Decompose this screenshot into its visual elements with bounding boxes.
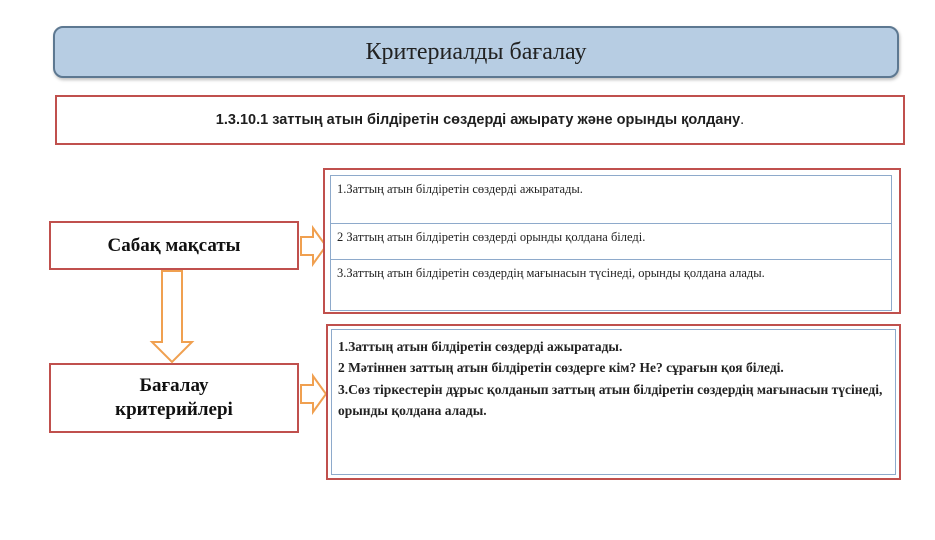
lesson-goals-table [330, 175, 892, 311]
learning-objective-box [55, 95, 905, 145]
assessment-criteria-panel [326, 324, 901, 480]
criteria-item: 3.Сөз тіркестерін дұрыс қолданып заттың атын білдіретін сөздердің мағынасын түсінеді, орынды қолдана алады. [338, 381, 883, 418]
learning-objective-text: 1.3.10.1 заттың атын білдіретін сөздерді ажырату және орынды қолдану [215, 112, 741, 128]
learning-objective-punct: . [740, 112, 745, 128]
assessment-criteria-label [49, 363, 299, 433]
lesson-goal-item: 3.Заттың атын білдіретін сөздердің мағынасын түсінеді, орынды қолдана алады. [337, 266, 765, 280]
lesson-goal-item: 1.Заттың атын білдіретін сөздерді ажыратады. [331, 176, 891, 224]
right-arrow-icon [300, 374, 328, 414]
lesson-goal-item: 2 Заттың атын білдіретін сөздерді орынды қолдана біледі. [331, 224, 891, 260]
assessment-criteria-label-line1: Бағалау [139, 375, 209, 397]
lesson-goals-panel [323, 168, 901, 314]
lesson-goal-label: Сабақ мақсаты [49, 221, 299, 270]
page-title: Критериалды бағалау [53, 26, 899, 78]
down-arrow-icon [150, 270, 194, 364]
criteria-item: 2 Мәтіннен заттың атын білдіретін сөздерге кім? Не? сұрағын қоя біледі. [338, 360, 784, 376]
assessment-criteria-list [331, 329, 896, 475]
criteria-item: 1.Заттың атын білдіретін сөздерді ажыратады. [338, 339, 623, 354]
assessment-criteria-label-line2: критерийлері [115, 399, 233, 420]
